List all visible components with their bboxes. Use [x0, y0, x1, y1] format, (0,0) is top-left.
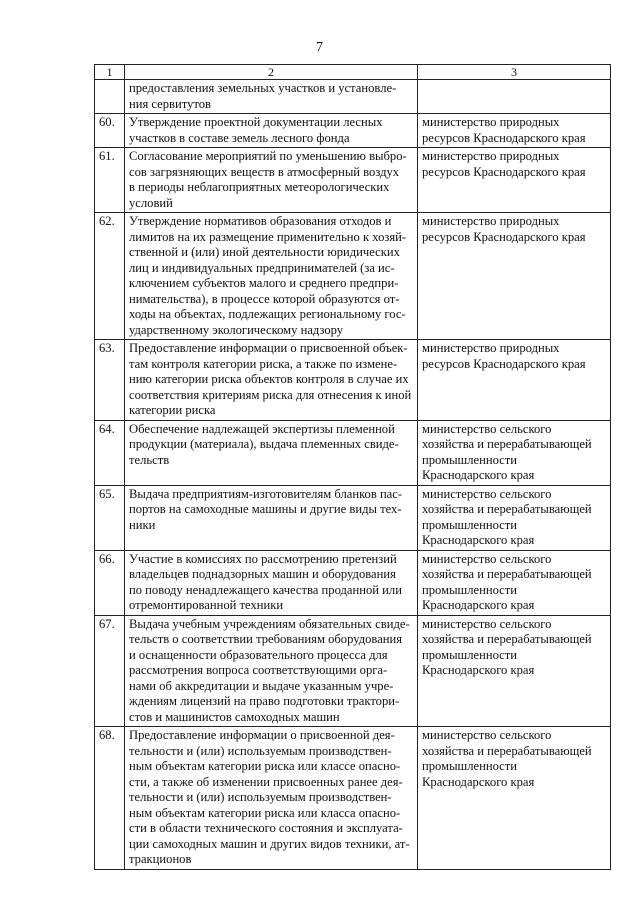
responsible-authority: [418, 727, 611, 870]
authority-line: министерство сельского: [422, 616, 552, 631]
description-line: участков в составе земель лесного фонда: [129, 130, 350, 145]
authority-line: министерство сельского: [422, 551, 552, 566]
service-description: [125, 727, 418, 870]
description-line: тельности и (или) используемым производствен-: [129, 743, 392, 758]
responsible-authority: [418, 340, 611, 421]
description-line: отремонтированной техники: [129, 598, 284, 612]
authority-line: промышленности: [422, 452, 518, 467]
row-number: 61.: [95, 148, 125, 213]
description-line: по поводу ненадлежащего качества проданной или: [129, 582, 402, 597]
description-line: ударственному экологическому надзору: [129, 322, 344, 337]
table-row: [95, 420, 611, 485]
row-number: 68.: [95, 727, 125, 870]
description-line: ждениям лицензий на право подготовки трактори-: [129, 694, 400, 708]
header-col-1: 1: [95, 65, 125, 80]
authority-line: хозяйства и перерабатывающей: [422, 632, 592, 646]
table-row: [95, 340, 611, 421]
description-line: Выдача предприятиям-изготовителям бланков пас-: [129, 486, 403, 501]
description-line: и оснащенности образовательного процесса для: [129, 647, 388, 662]
authority-line: промышленности: [422, 759, 518, 773]
service-description: [125, 420, 418, 485]
row-number: 65.: [95, 485, 125, 550]
row-number: [95, 80, 125, 114]
description-line: стов и машинистов самоходных машин: [129, 709, 340, 724]
responsible-authority: [418, 550, 611, 615]
row-number: 66.: [95, 550, 125, 615]
authority-line: промышленности: [422, 582, 518, 597]
description-line: ным объектам категории риска или классе опасно-: [129, 759, 401, 773]
service-description: [125, 213, 418, 340]
page-number: 7: [316, 40, 323, 55]
authority-line: Краснодарского края: [422, 533, 535, 547]
description-line: условий: [129, 195, 173, 210]
description-line: владельцев поднадзорных машин и оборудования: [129, 567, 396, 581]
description-line: ходы на объектах, подлежащих региональному гос-: [129, 307, 406, 321]
responsible-authority: [418, 485, 611, 550]
service-description: [125, 148, 418, 213]
service-description: [125, 80, 418, 114]
row-number: 64.: [95, 420, 125, 485]
authority-line: Краснодарского края: [422, 468, 535, 482]
description-line: продукции (материала), выдача племенных свиде-: [129, 437, 399, 451]
authority-line: хозяйства и перерабатывающей: [422, 743, 592, 758]
authority-line: Краснодарского края: [422, 663, 535, 677]
service-description: [125, 550, 418, 615]
description-line: Участие в комиссиях по рассмотрению претензий: [129, 551, 397, 566]
description-line: сти в области технического состояния и эксплуата-: [129, 821, 403, 835]
description-line: лимитов на их размещение применительно к хозяй-: [129, 229, 407, 244]
table-row: [95, 213, 611, 340]
authority-line: ресурсов Краснодарского края: [422, 164, 586, 179]
table-row: [95, 80, 611, 114]
authority-line: министерство сельского: [422, 486, 552, 501]
table-row: [95, 148, 611, 213]
description-line: портов на самоходные машины и другие виды тех-: [129, 502, 402, 516]
description-line: Предоставление информации о присвоенной объек-: [129, 341, 408, 355]
services-table: [94, 64, 611, 870]
row-number: 62.: [95, 213, 125, 340]
description-line: ключением субъектов малого и среднего предпри-: [129, 276, 399, 290]
table-row: [95, 727, 611, 870]
authority-line: министерство природных: [422, 115, 560, 129]
row-number: 67.: [95, 615, 125, 727]
description-line: сти, а также об изменении присвоенных ранее дея-: [129, 774, 403, 789]
description-line: лиц и индивидуальных предпринимателей (за ис-: [129, 260, 395, 275]
description-line: ным объектам категории риска или класса опасно-: [129, 805, 401, 820]
responsible-authority: [418, 80, 611, 114]
description-line: ции самоходных машин и других видов техники, ат-: [129, 836, 410, 851]
authority-line: ресурсов Краснодарского края: [422, 356, 586, 371]
authority-line: хозяйства и перерабатывающей: [422, 502, 592, 516]
description-line: Предоставление информации о присвоенной дея-: [129, 728, 395, 742]
description-line: тракционов: [129, 852, 192, 866]
description-line: ния сервитутов: [129, 96, 211, 111]
description-line: нимательства), в процессе которой образуются от-: [129, 291, 400, 306]
description-line: рассмотрения вопроса соответствующими орга-: [129, 663, 388, 677]
authority-line: министерство природных: [422, 149, 560, 163]
authority-line: Краснодарского края: [422, 598, 535, 612]
description-line: тельности и (или) используемым производствен-: [129, 790, 392, 804]
description-line: предоставления земельных участков и установле-: [129, 81, 397, 95]
description-line: категории риска: [129, 403, 216, 417]
description-line: в периоды неблагоприятных метеорологических: [129, 180, 390, 194]
authority-line: министерство сельского: [422, 421, 552, 436]
table-header-row: [95, 65, 611, 80]
authority-line: промышленности: [422, 517, 518, 532]
authority-line: министерство природных: [422, 214, 560, 228]
authority-line: Краснодарского края: [422, 774, 535, 789]
responsible-authority: [418, 213, 611, 340]
authority-line: ресурсов Краснодарского края: [422, 229, 586, 244]
description-line: нами об аккредитации и выдаче указанным учре-: [129, 678, 394, 693]
service-description: [125, 485, 418, 550]
service-description: [125, 114, 418, 148]
service-description: [125, 615, 418, 727]
responsible-authority: [418, 615, 611, 727]
description-line: Обеспечение надлежащей экспертизы племенной: [129, 421, 395, 436]
table-row: [95, 550, 611, 615]
responsible-authority: [418, 148, 611, 213]
authority-line: промышленности: [422, 647, 518, 662]
description-line: нию категории риска объектов контроля в случае их: [129, 372, 409, 386]
authority-line: ресурсов Краснодарского края: [422, 130, 586, 145]
authority-line: министерство природных: [422, 341, 560, 355]
table-row: [95, 485, 611, 550]
authority-line: хозяйства и перерабатывающей: [422, 567, 592, 581]
description-line: Утверждение проектной документации лесных: [129, 115, 383, 129]
table-row: [95, 114, 611, 148]
table-row: [95, 615, 611, 727]
description-line: сов загрязняющих веществ в атмосферный воздух: [129, 164, 400, 179]
responsible-authority: [418, 114, 611, 148]
row-number: 63.: [95, 340, 125, 421]
authority-line: хозяйства и перерабатывающей: [422, 437, 592, 451]
description-line: Утверждение нормативов образования отходов и: [129, 214, 392, 228]
description-line: тельств о соответствии требованиям оборудования: [129, 632, 403, 646]
authority-line: министерство сельского: [422, 728, 552, 742]
header-col-2: 2: [125, 65, 418, 80]
row-number: 60.: [95, 114, 125, 148]
description-line: ники: [129, 517, 156, 532]
description-line: Согласование мероприятий по уменьшению выбро-: [129, 149, 407, 163]
header-col-3: 3: [418, 65, 611, 80]
responsible-authority: [418, 420, 611, 485]
service-description: [125, 340, 418, 421]
description-line: соответствия критериям риска для отнесения к иной: [129, 387, 412, 402]
description-line: тельств: [129, 452, 170, 467]
description-line: Выдача учебным учреждениям обязательных свиде-: [129, 616, 410, 631]
description-line: там контроля категории риска, а также по измене-: [129, 356, 398, 371]
description-line: ственной и (или) иной деятельности юридических: [129, 245, 400, 259]
